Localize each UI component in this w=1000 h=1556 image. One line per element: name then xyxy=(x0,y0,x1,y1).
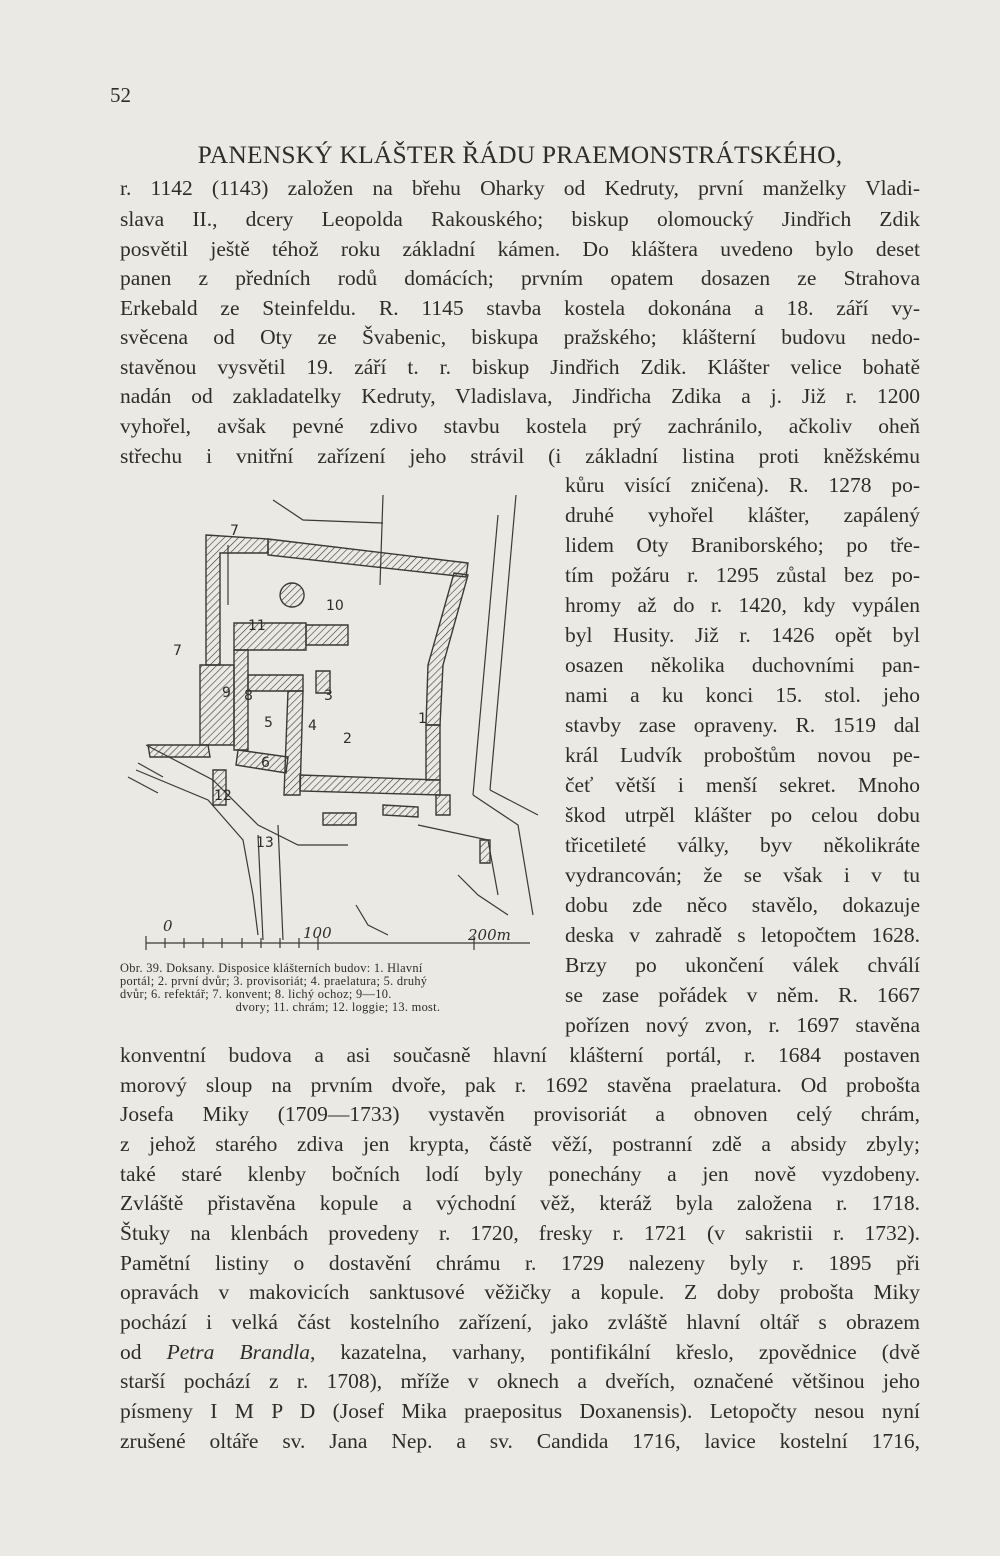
text-line: vydrancován; že se však i v tu xyxy=(565,863,920,887)
plan-label: 2 xyxy=(343,731,352,747)
plan-label: 7 xyxy=(173,643,182,659)
figure-caption xyxy=(120,962,556,1014)
text-line: posvětil ještě téhož roku základní kámen. Do kláštera uvedeno bylo deset xyxy=(120,237,920,261)
text-line: morový sloup na prvním dvoře, pak r. 1692 stavěna praelatura. Od probošta xyxy=(120,1073,920,1097)
text-line: Zvláště přistavěna kopule a východní věž, kteráž byla založena r. 1718. xyxy=(120,1191,920,1215)
text-line: stavěnou vysvětil 19. září t. r. biskup Jindřich Zdik. Klášter velice bohatě xyxy=(120,355,920,379)
text-line: pochází i velká část kostelního zařízení, jako zvláště hlavní oltář s obrazem xyxy=(120,1310,920,1334)
text-line: škod utrpěl klášter po celou dobu xyxy=(565,803,920,827)
plan-label: 11 xyxy=(248,618,266,634)
plan-label: 12 xyxy=(214,788,232,804)
text-line: Josefa Miky (1709—1733) vystavěn provisoriát a obnoven celý chrám, xyxy=(120,1102,920,1126)
scale-label-hundred: 100 xyxy=(303,924,332,942)
plan-label: 9 xyxy=(222,685,231,701)
text-line: lidem Oty Braniborského; po tře- xyxy=(565,533,920,557)
text-line: střechu i vnitřní zařízení jeho strávil (i základní listina proti kněžskému xyxy=(120,444,920,468)
plan-label: 1 xyxy=(418,711,427,727)
plan-label: 7 xyxy=(230,523,239,539)
caption-line: dvůr; 6. refektář; 7. konvent; 8. lichý ochoz; 9—10. xyxy=(120,987,392,1002)
scale-label-two-hundred: 200m xyxy=(468,926,511,944)
text-line: stavby zase opraveny. R. 1519 dal xyxy=(565,713,920,737)
text-line: hromy až do r. 1420, kdy vypálen xyxy=(565,593,920,617)
text-line: kůru visící zničena). R. 1278 po- xyxy=(565,473,920,497)
text-line: Pamětní listiny o dostavění chrámu r. 1729 nalezeny byly r. 1895 při xyxy=(120,1251,920,1275)
text-line: svěcena od Oty ze Švabenic, biskupa pražského; klášterní budovu nedo- xyxy=(120,325,920,349)
text-fragment: od xyxy=(120,1340,167,1364)
caption-line: portál; 2. první dvůr; 3. provisoriát; 4. praelatura; 5. druhý xyxy=(120,974,428,989)
text-line: nadán od zakladatelky Kedruty, Vladislava, Jindřicha Zdika a j. Již r. 1200 xyxy=(120,384,920,408)
text-line: r. 1142 (1143) založen na břehu Oharky od Kedruty, první manželky Vladi- xyxy=(120,176,920,200)
text-line: byl Husity. Již r. 1426 opět byl xyxy=(565,623,920,647)
caption-line: Obr. 39. Doksany. Disposice klášterních budov: 1. Hlavní xyxy=(120,961,423,975)
text-line: nami a ku konci 15. stol. jeho xyxy=(565,683,920,707)
page-number: 52 xyxy=(110,83,131,107)
plan-label: 4 xyxy=(308,718,317,734)
scale-label-zero: 0 xyxy=(163,917,173,935)
text-line: také staré klenby bočních lodí byly ponechány a jen nově vyzdobeny. xyxy=(120,1162,920,1186)
text-line: vyhořel, avšak pevné zdivo stavbu kostela prý zachránilo, ačkoliv oheň xyxy=(120,414,920,438)
text-line: Štuky na klenbách provedeny r. 1720, fresky r. 1721 (v sakristii r. 1732). xyxy=(120,1221,920,1245)
text-line: starší pochází z r. 1708), mříže v oknech a dveřích, označené většinou jeho xyxy=(120,1369,920,1393)
artist-name: Petra Brandla xyxy=(166,1340,310,1364)
plan-label: 6 xyxy=(261,755,270,771)
text-line: deska v zahradě s letopočtem 1628. xyxy=(565,923,920,947)
plan-label: 5 xyxy=(264,715,273,731)
text-line: konventní budova a asi současně hlavní klášterní portál, r. 1684 postaven xyxy=(120,1043,920,1067)
text-line: pořízen nový zvon, r. 1697 stavěna xyxy=(565,1013,920,1037)
plan-label: 10 xyxy=(326,598,344,614)
caption-line: dvory; 11. chrám; 12. loggie; 13. most. xyxy=(235,1000,441,1015)
text-line: třicetileté války, byv několikráte xyxy=(565,833,920,857)
text-line: opravách v makovicích sanktusové věžičky a kopule. Z doby probošta Miky xyxy=(120,1280,920,1304)
text-line: z jehož starého zdiva jen krypta, částě věží, postranní zdě a absidy zbyly; xyxy=(120,1132,920,1156)
text-fragment: , kazatelna, varhany, pontifikální křeslo, zpovědnice (dvě xyxy=(309,1340,921,1364)
text-line: král Ludvík proboštům novou pe- xyxy=(565,743,920,767)
text-line xyxy=(120,1342,920,1364)
text-line: osazen několika duchovními pan- xyxy=(565,653,920,677)
text-line: slava II., dcery Leopolda Rakouského; biskup olomoucký Jindřich Zdik xyxy=(120,207,920,231)
text-line: zrušené oltáře sv. Jana Nep. a sv. Candida 1716, lavice kostelní 1716, xyxy=(120,1429,920,1453)
plan-label: 8 xyxy=(244,688,253,704)
text-line: se zase pořádek v něm. R. 1667 xyxy=(565,983,920,1007)
text-line: dobu zde něco stavělo, dokazuje xyxy=(565,893,920,917)
text-line: písmeny I M P D (Josef Mika praepositus Doxanensis). Letopočty nesou nyní xyxy=(120,1399,920,1423)
text-line: druhé vyhořel klášter, zapálený xyxy=(565,503,920,527)
figure-site-plan xyxy=(118,495,558,957)
text-line: čeť větší i menší sekret. Mnoho xyxy=(565,773,920,797)
text-line: Erkebald ze Steinfeldu. R. 1145 stavba kostela dokonána a 18. září vy- xyxy=(120,296,920,320)
text-line: tím požáru r. 1295 zůstal bez po- xyxy=(565,563,920,587)
text-line: Brzy po ukončení válek chválí xyxy=(565,953,920,977)
page-heading: PANENSKÝ KLÁŠTER ŘÁDU PRAEMONSTRÁTSKÉHO, xyxy=(197,140,843,169)
plan-label: 3 xyxy=(324,688,333,704)
plan-label: 13 xyxy=(256,835,274,851)
text-line: panen z předních rodů domácích; prvním opatem dosazen ze Strahova xyxy=(120,266,920,290)
